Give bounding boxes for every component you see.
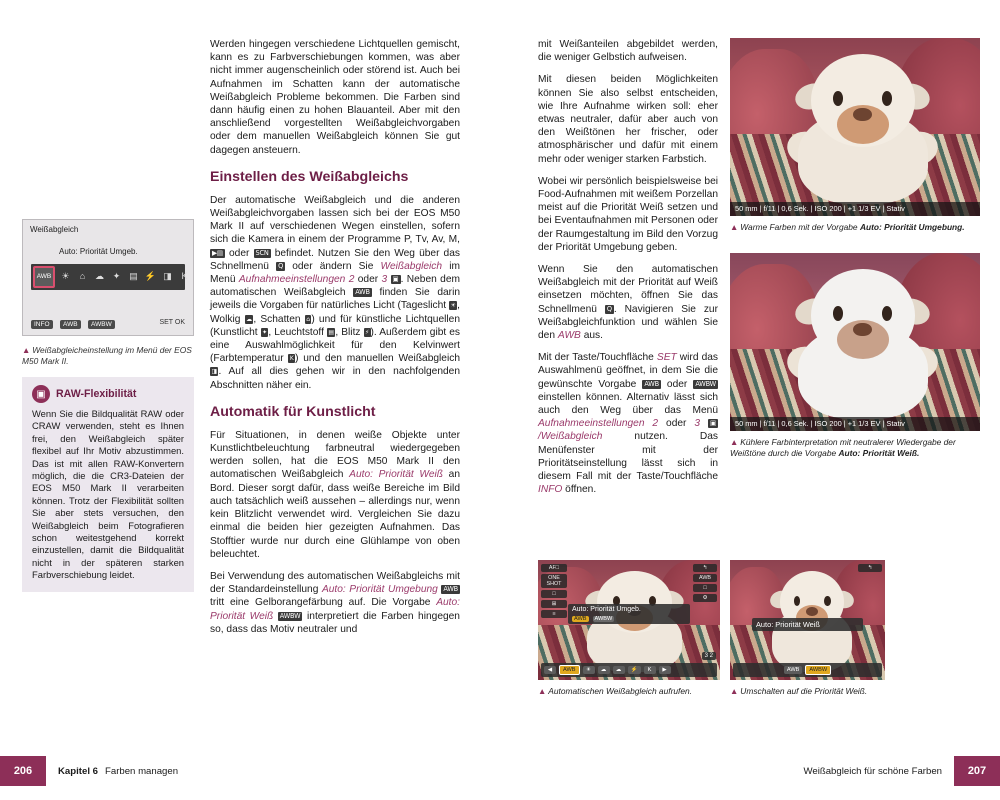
flash-option[interactable]: ⚡ bbox=[628, 666, 641, 674]
cloudy-option[interactable]: ☁ bbox=[613, 666, 625, 674]
paragraph-c2-3: Für Situationen, in denen weiße Objekte unter Kunstlichtbeleuchtung farbneutral wiedergegeben werden sollen, hat die EOS M50 Mark II den automatischen Weißabgleich Auto: Priorität Weiß an Bord. Dieser sorgt dafür, dass weiße Bereiche im Bild auch tatsächlich weiß aussehen – allerdings nur, wenn kein Blitzlicht verwendet wird. Vergleichen Sie dazu einmal die beiden hier gezeigten Aufnahmen. Das Stofftier wurde nur durch eine Glühlampe von oben beleuchtet. bbox=[210, 429, 460, 560]
paragraph-c2-2: Der automatische Weißabgleich und die anderen Weißabgleichvorgaben lassen sich bei der EOS M50 Mark II auf verschiedenen Wegen einstellen, sofern sich die Kamera in einem der Programme P, Tv, Av, M, ▶▤ oder SCN befindet. Nutzen Sie den Weg über das Schnellmenü Q oder ändern Sie Weißabgleich im Menü Aufnahmeeinstellungen 2 oder 3 ▣ . Neben dem automatischen Weißabgleich AWB finden Sie darin jeweils die Vorgaben für natürliches Licht (Tageslicht ☀ , Wolkig ☁ , Schatten ⌂ ) und für künstliche Lichtquellen (Kunstlicht ✦ , Leuchtstoff ▤ , Blitz ⚡ ). Außerdem gibt es eine Auswahlmöglichkeit für den Kelvinwert (Farbtemperatur K ) und den manuellen Weißabgleich ◨ . Auf all dies gehen wir in den nachfolgenden Abschnitten näher ein. bbox=[210, 194, 460, 391]
awb-icon[interactable]: AWB bbox=[693, 574, 717, 582]
awb-icon: AWB bbox=[443, 585, 458, 594]
paragraph-c3-4: Wenn Sie den automatischen Weißabgleich mit der Priorität auf Weiß einsetzen möchten, öffnen Sie das Schnellmenü Q . Navigieren Sie zur Weißabgleichfunktion und wählen Sie den AWB aus. bbox=[538, 264, 718, 342]
plush-sheep-toy bbox=[798, 54, 928, 204]
return-icon[interactable]: ↰ bbox=[858, 564, 882, 572]
flash-icon: ⚡ bbox=[144, 271, 157, 281]
awb-icon: AWB bbox=[644, 379, 659, 388]
awbw-option[interactable]: AWBW bbox=[805, 665, 831, 675]
menu-figure-caption: ▲ Weißabgleicheinstellung im Menü der EOS M50 Mark II. bbox=[22, 345, 192, 366]
exif-caption: 50 mm | f/11 | 0,6 Sek. | ISO 200 | +1 1/3 EV | Stativ bbox=[730, 202, 980, 216]
tip-header bbox=[32, 385, 184, 403]
footer-left-text bbox=[58, 756, 178, 786]
kelvin-icon: K bbox=[181, 271, 188, 281]
quick-menu-icon: Q bbox=[278, 261, 284, 270]
right-icon-column bbox=[693, 564, 717, 604]
page-footer bbox=[0, 748, 1000, 800]
footer-right-text bbox=[804, 756, 942, 786]
sheep-nose bbox=[806, 607, 817, 616]
photo1-caption: ▲ Warme Farben mit der Vorgabe Auto: Priorität Umgebung. bbox=[730, 222, 965, 232]
white-balance-priority-bar bbox=[733, 663, 882, 677]
cool-white-balance-photo bbox=[730, 253, 980, 431]
panel-title: Auto: Priorität Umgeb. bbox=[572, 606, 641, 613]
awb-chip[interactable]: AWB bbox=[574, 616, 587, 622]
camera-icon: ▣ bbox=[32, 385, 50, 403]
scn-mode-icon: SCN bbox=[255, 248, 269, 257]
warm-white-balance-photo bbox=[730, 38, 980, 216]
caption-triangle-icon: ▲ bbox=[730, 437, 739, 447]
menu-title: Weißabgleich bbox=[30, 225, 79, 234]
image-quality-icon[interactable]: ≡ bbox=[541, 610, 567, 618]
paragraph-c3-3: Wobei wir persönlich beispielsweise bei Food-Aufnahmen mit weißem Porzellan meist auf die Priorität Weiß setzen und bei Eventaufnahmen mit Personen oder der Raumgestaltung im Bild den Vorzug der Priorität Umgebung geben. bbox=[538, 175, 718, 253]
camera-screen-quick-menu bbox=[538, 560, 720, 680]
page-number-left: 206 bbox=[0, 756, 46, 786]
camera-screen-1-caption: ▲ Automatischen Weißabgleich aufrufen. bbox=[538, 686, 692, 696]
panel-chip-row bbox=[572, 615, 686, 622]
picture-style-icon[interactable]: □ bbox=[693, 584, 717, 592]
return-icon[interactable]: ↰ bbox=[693, 564, 717, 572]
camera-screen-2-caption: ▲ Umschalten auf die Priorität Weiß. bbox=[730, 686, 868, 696]
heading-einstellen-des-weissabgleichs: Einstellen des Weißabgleichs bbox=[210, 168, 409, 185]
cloudy-icon: ☁ bbox=[246, 315, 252, 323]
awb-option[interactable]: AWB bbox=[559, 665, 580, 675]
sheep-eye-left bbox=[794, 596, 800, 606]
sheep-nose bbox=[853, 323, 871, 336]
movie-mode-icon: ▶▤ bbox=[212, 248, 223, 257]
white-balance-options-strip bbox=[31, 264, 188, 290]
left-icon-column bbox=[541, 564, 567, 620]
panel-title: Auto: Priorität Weiß bbox=[752, 618, 863, 631]
chapter-title: Farben managen bbox=[105, 765, 179, 777]
quick-menu-icon: Q bbox=[606, 304, 612, 313]
menu-bottom-bar bbox=[31, 313, 185, 326]
daylight-icon: ☀ bbox=[450, 302, 456, 310]
heading-automatik-fuer-kunstlicht: Automatik für Kunstlicht bbox=[210, 403, 376, 420]
sheep-nose bbox=[853, 108, 871, 121]
white-balance-panel bbox=[568, 604, 690, 624]
paragraph-c3-2: Mit diesen beiden Möglichkeiten können Sie also selbst entscheiden, wie Ihre Aufnahme wirken soll: eher etwas neutraler, dafür aber auch von den Weißtönen her frischer, oder atmosphärischer und dafür mit einem mehr oder weniger starken Farbstich. bbox=[538, 74, 718, 165]
drive-mode-icon[interactable]: ⊞ bbox=[541, 600, 567, 608]
awbw-icon: AWBW bbox=[279, 611, 301, 620]
tungsten-icon: ✦ bbox=[262, 328, 267, 336]
raw-flexibility-tip-box bbox=[22, 377, 194, 592]
awb-tag: AWB bbox=[60, 320, 81, 329]
awb-selected-option: AWB bbox=[33, 266, 55, 288]
fluorescent-icon: ▤ bbox=[129, 271, 138, 281]
shade-icon: ⌂ bbox=[306, 315, 310, 323]
shooting-menu-icon: ▣ bbox=[392, 275, 399, 284]
daylight-option[interactable]: ☀ bbox=[583, 666, 595, 674]
kelvin-icon: K bbox=[289, 355, 294, 363]
section-title: Weißabgleich für schöne Farben bbox=[803, 765, 942, 777]
daylight-icon: ☀ bbox=[61, 271, 70, 281]
caption-triangle-icon: ▲ bbox=[730, 686, 739, 696]
text-column-2 bbox=[210, 38, 460, 645]
custom-wb-icon: ◨ bbox=[211, 368, 217, 376]
awbw-tag: AWBW bbox=[88, 320, 115, 329]
awbw-chip[interactable]: AWBW bbox=[594, 616, 613, 622]
custom-wb-icon: ◨ bbox=[163, 271, 172, 281]
settings-icon[interactable]: ⚙ bbox=[693, 594, 717, 602]
exif-caption: 50 mm | f/11 | 0,6 Sek. | ISO 200 | +1 1/3 EV | Stativ bbox=[730, 417, 980, 431]
flash-icon: ⚡ bbox=[365, 328, 370, 336]
awb-option[interactable]: AWB bbox=[784, 666, 803, 674]
plush-sheep-toy bbox=[798, 269, 928, 419]
caption-triangle-icon: ▲ bbox=[538, 686, 547, 696]
camera-screen-priority-white bbox=[730, 560, 885, 680]
set-ok-label: SET OK bbox=[159, 319, 185, 326]
caption-triangle-icon: ▲ bbox=[730, 222, 739, 232]
tungsten-icon: ✦ bbox=[112, 271, 121, 281]
info-tag: INFO bbox=[31, 320, 53, 329]
tip-text: Wenn Sie die Bildqualität RAW oder CRAW verwenden, steht es Ihnen frei, den Weißabgleich später flexibel auf Ihr Motiv abzustimmen. Das ist mit allen RAW-Konvertern möglich, die die CR3-Dateien der EOS M50 Mark II verarbeiten können. Trotz der Flexibilität sollten Sie aber stets versuchen, den Weißabgleich beim Fotografieren schon weitestgehend korrekt einzustellen, damit die Bildqualität nicht in der späteren starken Farbverschiebung leidet. bbox=[32, 408, 184, 581]
sheep-eye-right bbox=[824, 596, 830, 606]
chapter-label: Kapitel 6 bbox=[58, 765, 98, 777]
prev-arrow-icon[interactable]: ◀ bbox=[544, 666, 556, 674]
metering-icon[interactable]: □ bbox=[541, 590, 567, 598]
af-method-icon[interactable]: AF□ bbox=[541, 564, 567, 572]
cloudy-icon: ☁ bbox=[95, 271, 104, 281]
shooting-menu-icon: ▣ bbox=[709, 419, 716, 428]
awbw-icon: AWBW bbox=[695, 379, 716, 388]
menu-subtitle: Auto: Priorität Umgeb. bbox=[59, 247, 138, 256]
fluorescent-icon: ▤ bbox=[328, 328, 334, 336]
shade-option[interactable]: ☁ bbox=[598, 666, 610, 674]
photo2-caption: ▲ Kühlere Farbinterpretation mit neutralerer Wiedergabe der Weißtöne durch die Vorgabe Auto: Priorität Weiß. bbox=[730, 437, 956, 458]
next-arrow-icon[interactable]: ▶ bbox=[659, 666, 671, 674]
shots-remaining-badge: 3 2 bbox=[702, 652, 716, 660]
white-balance-option-bar bbox=[541, 663, 717, 677]
shade-icon: ⌂ bbox=[79, 271, 86, 281]
tip-title: RAW-Flexibilität bbox=[56, 388, 137, 400]
one-shot-icon[interactable]: ONE SHOT bbox=[541, 574, 567, 588]
text-column-3 bbox=[538, 38, 718, 506]
right-icon-column bbox=[858, 564, 882, 574]
page-number-right: 207 bbox=[954, 756, 1000, 786]
caption-triangle-icon: ▲ bbox=[22, 345, 31, 355]
paragraph-c2-4: Bei Verwendung des automatischen Weißabgleichs mit der Standardeinstellung Auto: Priorität Umgebung AWB tritt eine Gelborangefärbung auf. Die Vorgabe Auto: Priorität Weiß AWBW interpretiert die Farben hingegen so, dass das Motiv neutraler und bbox=[210, 570, 460, 635]
kelvin-option[interactable]: K bbox=[644, 666, 656, 674]
paragraph-c2-1: Werden hingegen verschiedene Lichtquellen gemischt, kann es zu Farbverschiebungen kommen, was aber nicht immer augenscheinlich oder störend ist. Auch bei Aufnahmen im Schatten kann der automatische Weißabgleich Probleme bekommen. Die Farben sind dann häufig einen zu hohen Blauanteil. Aber mit den anschließend vorgestellten Weißabgleichvorgaben oder dem manuellen Weißabgleich können Sie gut dagegen ansteuern. bbox=[210, 39, 460, 156]
paragraph-c3-5: Mit der Taste/Touchfläche SET wird das Auswahlmenü geöffnet, in dem Sie die gewünschte Vorgabe AWB oder AWBW einstellen können. Alternativ lässt sich auch den Weg über das Menü Aufnahmeeinstellungen 2 oder 3 ▣/Weißabgleich nutzen. Das Menüfenster mit der Prioritätseinstellung lässt sich in diesem Fall mit der Taste/Touchfläche INFO öffnen. bbox=[538, 352, 718, 496]
paragraph-c3-1: mit Weißanteilen abgebildet werden, die weniger Gelbstich aufweisen. bbox=[538, 39, 718, 64]
menu-screenshot-figure bbox=[22, 219, 194, 336]
awb-icon: AWB bbox=[355, 288, 370, 297]
